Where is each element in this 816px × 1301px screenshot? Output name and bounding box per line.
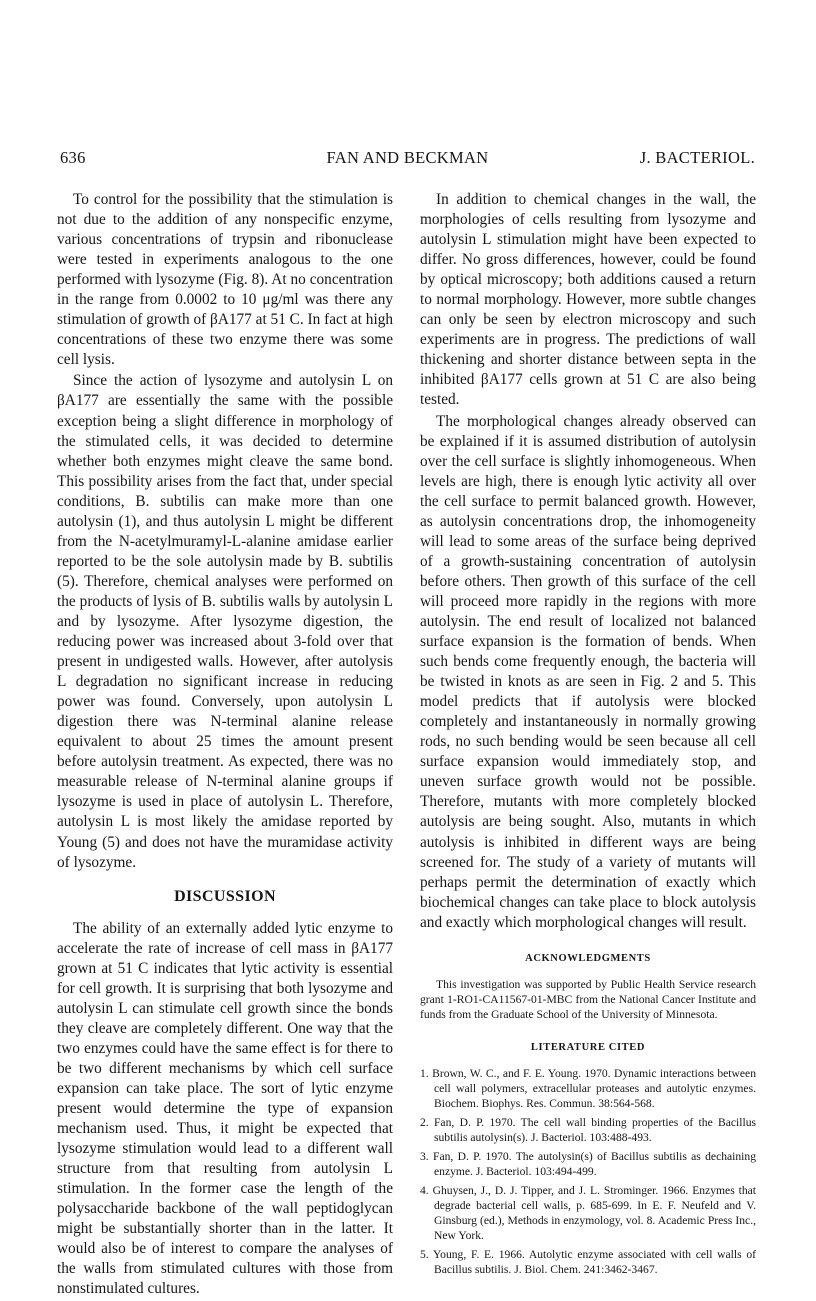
paragraph: To control for the possibility that the stimulation is not due to the addition of any nonspecific enzyme, various concentrations of trypsin and ribonuclease were tested in experiments analogous to the one performed with lysozyme (Fig. 8). At no concentration in the range from 0.0002 to 10 μg/ml was there any stimulation of growth of βA177 at 51 C. In fact at high concentrations of these two enzyme there was some cell lysis. <box>57 191 393 369</box>
reference-item: 3. Fan, D. P. 1970. The autolysin(s) of Bacillus subtilis as dechaining enzyme. J. Bacteriol. 103:494-499. <box>420 1149 756 1178</box>
reference-item: 4. Ghuysen, J., D. J. Tipper, and J. L. Strominger. 1966. Enzymes that degrade bacterial cell walls, p. 685-699. In E. F. Neufeld and V. Ginsburg (ed.), Methods in enzymology, vol. 8. Academic Press Inc., New York. <box>420 1183 756 1242</box>
reference-item: 1. Brown, W. C., and F. E. Young. 1970. Dynamic interactions between cell wall polymers, extracellular proteases and autolytic enzymes. Biochem. Biophys. Res. Commun. 38:564-568. <box>420 1066 756 1110</box>
paragraph: The morphological changes already observed can be explained if it is assumed distribution of autolysin over the cell surface is slightly inhomogeneous. When levels are high, there is enough lytic activity all over the cell surface to permit balanced growth. However, as autolysin concentrations drop, the inhomogeneity will lead to some areas of the surface being deprived of a growth-sustaining concentration of autolysin before others. Then growth of this surface of the cell will proceed more rapidly in the regions with more autolysin. The end result of localized not balanced surface expansion is the formation of bends. When such bends come frequently enough, the bacteria will be twisted in knots as are seen in Fig. 2 and 5. This model predicts that if autolysis were blocked completely and instantaneously in normally growing rods, no such bending would be seen because all cell surface expansion would immediately stop, and uneven surface growth would not be possible. Therefore, mutants with more completely blocked autolysis are being sought. Also, mutants in which autolysis is inhibited in different ways are being screened for. The study of a variety of mutants will perhaps permit the determination of exactly which biochemical changes can take place to block autolysis and exactly which morphological changes will result. <box>420 412 756 931</box>
acknowledgments-text: This investigation was supported by Public Health Service research grant 1-RO1-CA11567-01-MBC from the National Cancer Institute and funds from the Graduate School of the University of Minnesota. <box>420 977 756 1021</box>
section-heading-discussion: DISCUSSION <box>174 887 276 905</box>
paragraph: The ability of an externally added lytic enzyme to accelerate the rate of increase of cell mass in βA177 grown at 51 C indicates that lytic activity is essential for cell growth. It is surprising that both lysozyme and autolysin L can stimulate cell growth since the bonds they cleave are completely different. One way that the two enzymes could have the same effect is for there to be two different mechanisms by which cell surface expansion can take place. The sort of lytic enzyme present would determine the type of expansion mechanism used. Thus, it might be expected that lysozyme stimulation would lead to a different wall structure from that resulting from autolysin L stimulation. In the former case the length of the polysaccharide backbone of the wall peptidoglycan might be substantially shorter than in the latter. It would also be of interest to compare the analyses of the walls from stimulated cultures with those from nonstimulated cultures. <box>57 919 393 1298</box>
page-number: 636 <box>60 148 86 167</box>
reference-list <box>420 1066 756 1277</box>
paragraph: In addition to chemical changes in the wall, the morphologies of cells resulting from lysozyme and autolysin L stimulation might have been expected to differ. No gross differences, however, could be found by optical microscopy; both additions caused a return to normal morphology. However, more subtle changes can only be seen by electron microscopy and such experiments are in progress. The predictions of wall thickening and shorter distance between septa in the inhibited βA177 cells grown at 51 C are also being tested. <box>420 191 756 409</box>
section-heading-acknowledgments: ACKNOWLEDGMENTS <box>525 952 651 964</box>
paragraph: Since the action of lysozyme and autolysin L on βA177 are essentially the same with the possible exception being a slight difference in morphology of the stimulated cells, it was decided to determine whether both enzymes might cleave the same bond. This possibility arises from the fact that, under special conditions, B. subtilis can make more than one autolysin (1), and thus autolysin L might be different from the N-acetylmuramyl-L-alanine amidase earlier reported to be the sole autolysin made by B. subtilis (5). Therefore, chemical analyses were performed on the products of lysis of B. subtilis walls by autolysin L and by lysozyme. After lysozyme digestion, the reducing power was increased about 3-fold over that present in undigested walls. However, after autolysis L degradation no significant increase in reducing power was found. Conversely, upon autolysin L digestion there was N-terminal alanine release equivalent to about 25 times the amount present before autolysin treatment. As expected, there was no measurable release of N-terminal alanine groups if lysozyme is used in place of autolysin L. Therefore, autolysin L is most likely the amidase reported by Young (5) and does not have the muramidase activity of lysozyme. <box>57 372 393 871</box>
section-heading-literature: LITERATURE CITED <box>530 1041 646 1053</box>
right-column <box>420 190 756 1281</box>
running-header <box>60 148 755 172</box>
running-authors: FAN AND BECKMAN <box>326 148 489 167</box>
journal-name: J. BACTERIOL. <box>639 148 755 167</box>
left-column <box>57 190 393 1301</box>
reference-item: 5. Young, F. E. 1966. Autolytic enzyme associated with cell walls of Bacillus subtilis. J. Biol. Chem. 241:3462-3467. <box>420 1247 756 1276</box>
reference-item: 2. Fan, D. P. 1970. The cell wall binding properties of the Bacillus subtilis autolysin(s). J. Bacteriol. 103:488-493. <box>420 1115 756 1144</box>
